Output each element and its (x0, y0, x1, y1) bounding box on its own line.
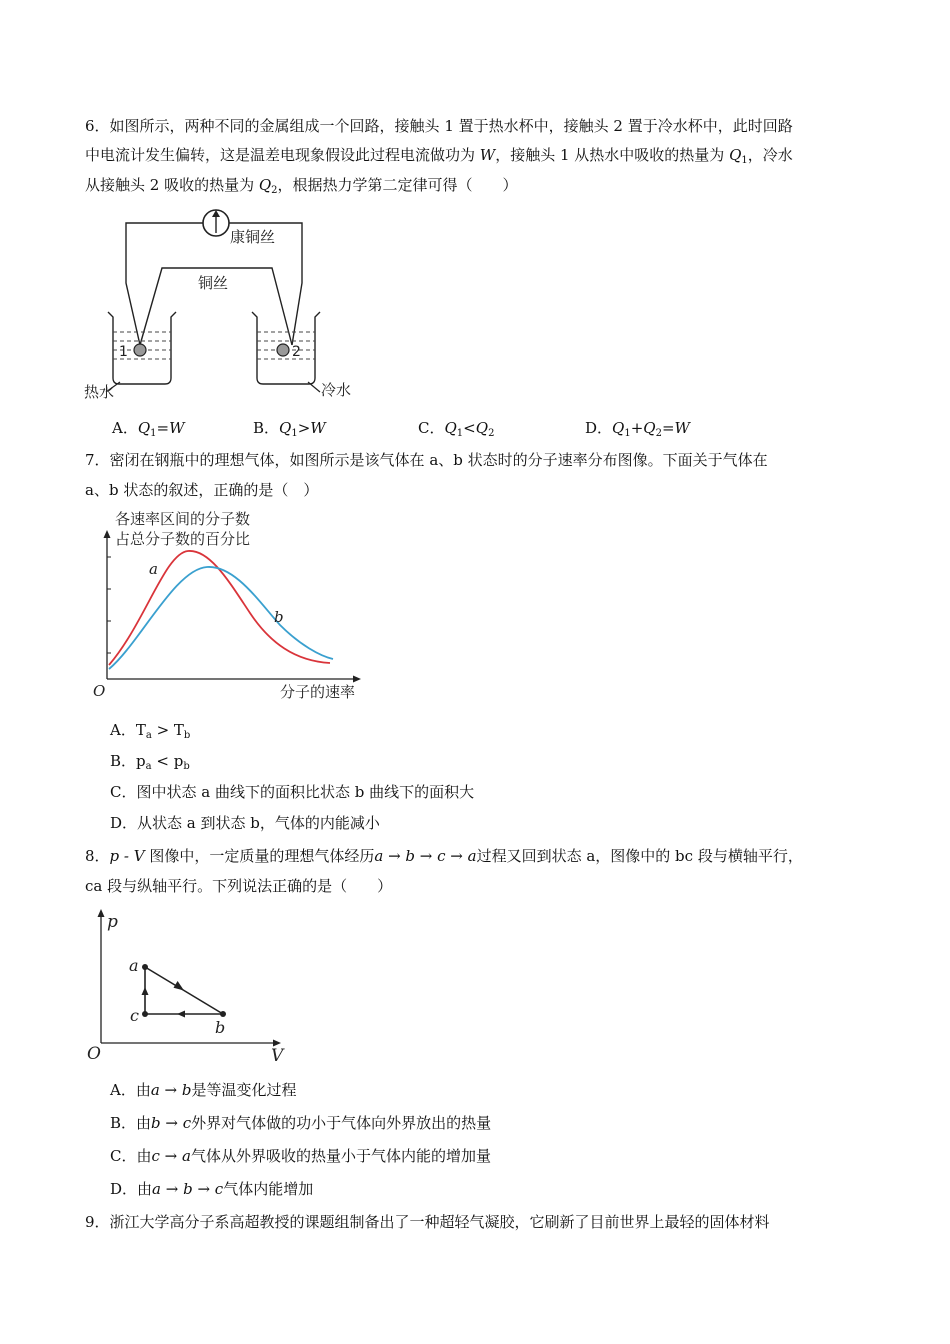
q8-option-b[interactable]: B．由b → c外界对气体做的功小于气体向外界放出的热量 (110, 1114, 492, 1132)
q6-stem-line1: 6．如图所示，两种不同的金属组成一个回路，接触头 1 置于热水杯中，接触头 2 置于冷水杯中，此时回路 (85, 117, 793, 135)
q7-speed-distribution-figure (85, 503, 385, 703)
q8-pv-diagram (85, 905, 305, 1065)
state-c-point (142, 1011, 148, 1017)
q8-stem-line2: ca 段与纵轴平行。下列说法正确的是（ ） (85, 877, 393, 895)
state-a-point (142, 964, 148, 970)
q8-stem-line1: 8．p - V 图像中，一定质量的理想气体经历a → b → c → a过程又回到状态 a，图像中的 bc 段与横轴平行， (85, 847, 803, 865)
q8-axis-v-label: V (271, 1046, 284, 1065)
state-b-label: b (215, 1018, 226, 1037)
fig-label-cold-water: 冷水 (321, 381, 352, 399)
q6-thermocouple-figure (80, 200, 380, 405)
q7-option-b[interactable]: B．$p_a < p_b$ (110, 752, 190, 772)
q7-ylabel-line2: 占总分子数的百分比 (115, 530, 251, 548)
q7-option-d[interactable]: D．从状态 a 到状态 b，气体的内能减小 (110, 814, 380, 832)
q6-option-a[interactable]: A．$Q_1=W$ (112, 419, 185, 439)
q8-axis-p-label: p (107, 912, 118, 932)
curve-b (109, 567, 333, 669)
fig-label-constantan-wire: 康铜丝 (230, 228, 276, 246)
q8-origin-label: O (87, 1044, 101, 1064)
q7-option-c[interactable]: C．图中状态 a 曲线下的面积比状态 b 曲线下的面积大 (110, 783, 475, 801)
q7-ylabel-line1: 各速率区间的分子数 (115, 510, 251, 528)
q8-option-d[interactable]: D．由a → b → c气体内能增加 (110, 1180, 314, 1198)
q7-origin-label: O (93, 682, 106, 700)
q7-stem-line1: 7．密闭在钢瓶中的理想气体，如图所示是该气体在 a、b 状态时的分子速率分布图像。下面关于气体在 (85, 451, 768, 469)
state-a-label: a (129, 956, 139, 975)
q6-option-d[interactable]: D．$Q_1+Q_2=W$ (585, 419, 690, 439)
curve-b-label: b (274, 608, 284, 626)
q7-xlabel: 分子的速率 (280, 683, 356, 701)
fig-label-hot-water: 热水 (84, 383, 115, 401)
junction-2-label: 2 (292, 344, 301, 360)
fig-label-copper-wire: 铜丝 (198, 274, 229, 292)
q6-option-b[interactable]: B．$Q_1>W$ (253, 419, 326, 439)
junction-1-label: 1 (119, 344, 128, 360)
q8-option-a[interactable]: A．由a → b是等温变化过程 (110, 1081, 297, 1099)
q9-stem-line1: 9．浙江大学高分子系高超教授的课题组制备出了一种超轻气凝胶，它刷新了目前世界上最轻的固体材料 (85, 1213, 770, 1231)
state-c-label: c (130, 1006, 139, 1025)
q6-stem-line3: 从接触头 2 吸收的热量为 $Q_2$，根据热力学第二定律可得（ ） (85, 176, 518, 196)
q7-stem-line2: a、b 状态的叙述，正确的是（ ） (85, 481, 319, 499)
q7-option-a[interactable]: A．$T_a > T_b$ (110, 721, 191, 741)
q6-option-c[interactable]: C．$Q_1<Q_2$ (418, 419, 495, 439)
state-b-point (220, 1011, 226, 1017)
q8-option-c[interactable]: C．由c → a气体从外界吸收的热量小于气体内能的增加量 (110, 1147, 491, 1165)
junction-1 (134, 344, 146, 356)
junction-2 (277, 344, 289, 356)
q6-stem-line2: 中电流计发生偏转，这是温差电现象假设此过程电流做功为 W，接触头 1 从热水中吸收的热量为 $Q_1$，冷水 (85, 146, 793, 166)
curve-a-label: a (149, 560, 158, 578)
